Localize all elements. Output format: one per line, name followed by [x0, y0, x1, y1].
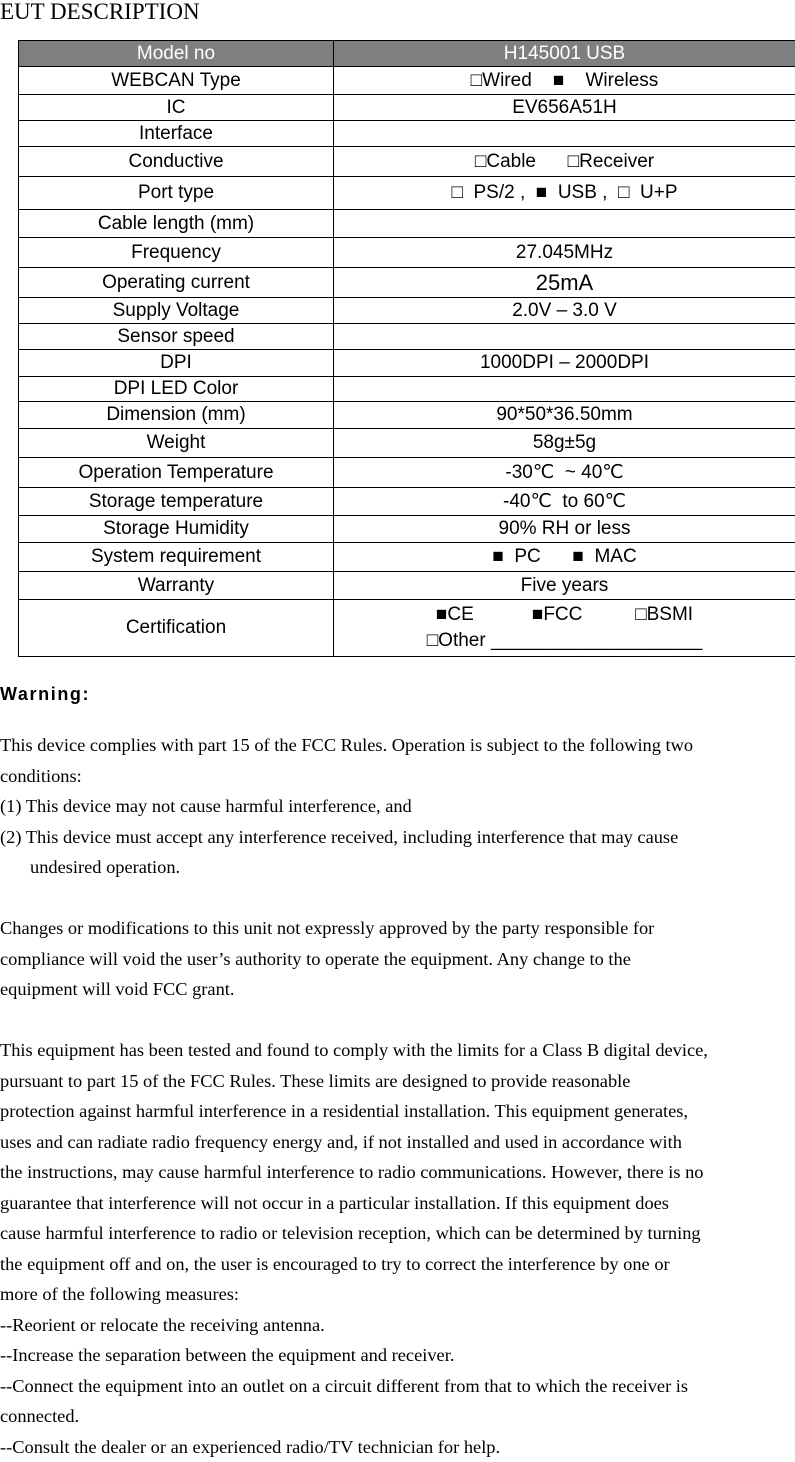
text-line: protection against harmful interference in a residential installation. This equipment generates,	[0, 1096, 795, 1127]
table-row	[19, 516, 795, 543]
warning-heading: Warning:	[0, 684, 90, 704]
table-row	[19, 210, 795, 238]
row-label: Operation Temperature	[19, 458, 334, 488]
header-value: H145001 USB	[334, 41, 795, 67]
table-row	[19, 268, 795, 298]
row-value: Five years	[334, 572, 795, 600]
paragraph-gap	[0, 883, 795, 914]
table-row	[19, 429, 795, 458]
row-label: DPI LED Color	[19, 377, 334, 402]
table-row	[19, 298, 795, 324]
row-label: WEBCAN Type	[19, 67, 334, 95]
measure-item: connected.	[0, 1401, 795, 1432]
table-row	[19, 67, 795, 95]
row-value: □Wired ■ Wireless	[334, 67, 795, 95]
row-label: DPI	[19, 350, 334, 377]
text-line: (1) This device may not cause harmful interference, and	[0, 791, 795, 822]
row-label: Cable length (mm)	[19, 210, 334, 238]
text-line: pursuant to part 15 of the FCC Rules. These limits are designed to provide reasonable	[0, 1066, 795, 1097]
row-label: Conductive	[19, 147, 334, 177]
eut-spec-table	[18, 40, 795, 657]
table-row	[19, 458, 795, 488]
certification-row	[19, 600, 795, 657]
measure-item: --Connect the equipment into an outlet on a circuit different from that to which the receiver is	[0, 1371, 795, 1402]
table-row	[19, 488, 795, 516]
row-label: Sensor speed	[19, 324, 334, 350]
row-label: IC	[19, 95, 334, 121]
header-label: Model no	[19, 41, 334, 67]
row-value: ■ PC ■ MAC	[334, 543, 795, 572]
row-value: 27.045MHz	[334, 238, 795, 268]
certification-options: ■CE ■FCC □BSMI	[338, 602, 791, 628]
row-value: -30℃ ~ 40℃	[334, 458, 795, 488]
row-label: Operating current	[19, 268, 334, 298]
row-value: 58g±5g	[334, 429, 795, 458]
row-value: □Cable □Receiver	[334, 147, 795, 177]
row-label: Storage temperature	[19, 488, 334, 516]
table-header-row	[19, 41, 795, 67]
certification-other: □Other ____________________	[338, 628, 791, 654]
certification-value	[334, 600, 795, 657]
table-row	[19, 543, 795, 572]
text-line: guarantee that interference will not occur in a particular installation. If this equipment does	[0, 1188, 795, 1219]
table-row	[19, 324, 795, 350]
fcc-statement	[0, 730, 795, 1462]
text-line: conditions:	[0, 761, 795, 792]
table-row	[19, 572, 795, 600]
text-line: undesired operation.	[0, 852, 795, 883]
row-value: 1000DPI – 2000DPI	[334, 350, 795, 377]
row-value: 25mA	[334, 268, 795, 298]
table-row	[19, 238, 795, 268]
row-label: Weight	[19, 429, 334, 458]
table-row	[19, 177, 795, 210]
paragraph-gap	[0, 1005, 795, 1036]
row-value: -40℃ to 60℃	[334, 488, 795, 516]
row-label: System requirement	[19, 543, 334, 572]
row-value	[334, 121, 795, 147]
text-line: This device complies with part 15 of the FCC Rules. Operation is subject to the following two	[0, 730, 795, 761]
row-label: Frequency	[19, 238, 334, 268]
text-line: Changes or modifications to this unit not expressly approved by the party responsible for	[0, 913, 795, 944]
measure-item: --Increase the separation between the equipment and receiver.	[0, 1340, 795, 1371]
table-row	[19, 377, 795, 402]
text-line: This equipment has been tested and found to comply with the limits for a Class B digital device,	[0, 1035, 795, 1066]
table-row	[19, 147, 795, 177]
row-value	[334, 377, 795, 402]
row-label: Dimension (mm)	[19, 402, 334, 429]
row-label: Supply Voltage	[19, 298, 334, 324]
table-row	[19, 121, 795, 147]
measure-item: --Reorient or relocate the receiving antenna.	[0, 1310, 795, 1341]
table-row	[19, 95, 795, 121]
text-line: (2) This device must accept any interference received, including interference that may cause	[0, 822, 795, 853]
row-value: EV656A51H	[334, 95, 795, 121]
row-label: Interface	[19, 121, 334, 147]
table-row	[19, 402, 795, 429]
text-line: the instructions, may cause harmful interference to radio communications. However, there is no	[0, 1157, 795, 1188]
text-line: more of the following measures:	[0, 1279, 795, 1310]
row-value: 2.0V – 3.0 V	[334, 298, 795, 324]
text-line: compliance will void the user’s authority to operate the equipment. Any change to the	[0, 944, 795, 975]
certification-label: Certification	[19, 600, 334, 657]
row-value: 90*50*36.50mm	[334, 402, 795, 429]
measure-item: --Consult the dealer or an experienced radio/TV technician for help.	[0, 1432, 795, 1462]
table-row	[19, 350, 795, 377]
document-title: EUT DESCRIPTION	[0, 0, 200, 24]
row-label: Storage Humidity	[19, 516, 334, 543]
text-line: equipment will void FCC grant.	[0, 974, 795, 1005]
row-value: □ PS/2 , ■ USB , □ U+P	[334, 177, 795, 210]
row-label: Port type	[19, 177, 334, 210]
row-label: Warranty	[19, 572, 334, 600]
row-value	[334, 324, 795, 350]
row-value: 90% RH or less	[334, 516, 795, 543]
text-line: uses and can radiate radio frequency energy and, if not installed and used in accordance with	[0, 1127, 795, 1158]
row-value	[334, 210, 795, 238]
text-line: the equipment off and on, the user is encouraged to try to correct the interference by one or	[0, 1249, 795, 1280]
text-line: cause harmful interference to radio or television reception, which can be determined by turning	[0, 1218, 795, 1249]
